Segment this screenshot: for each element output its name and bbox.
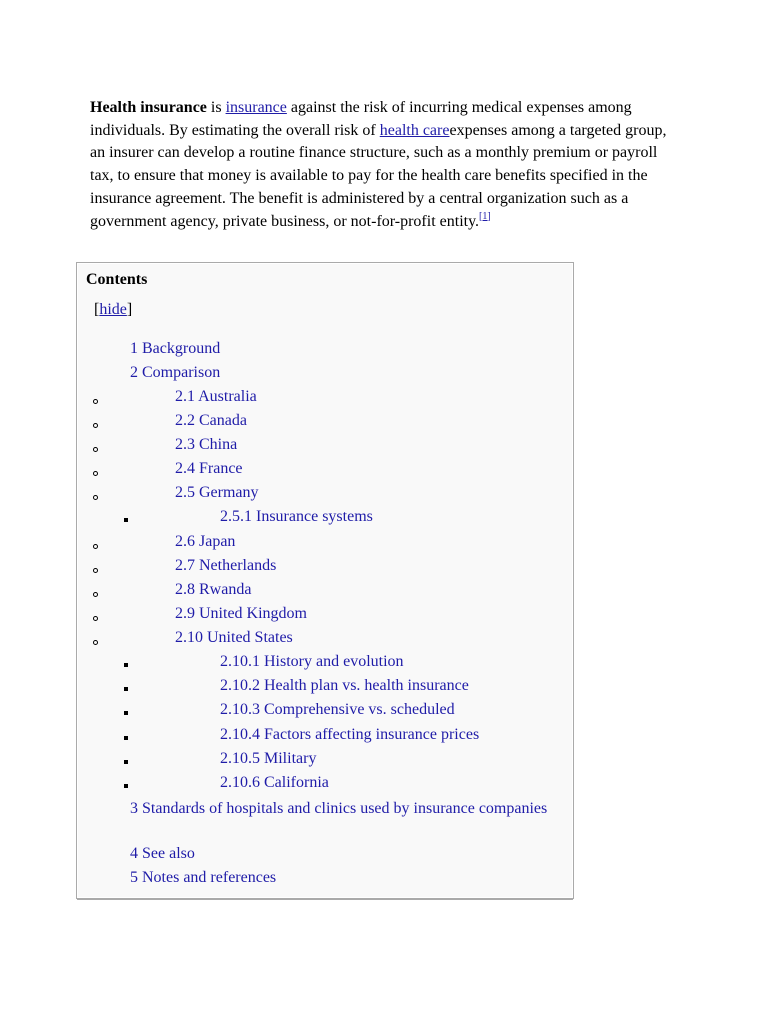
toc-item-canada[interactable]: 2.2 Canada xyxy=(175,412,247,429)
square-bullet-icon xyxy=(124,760,128,764)
intro-paragraph xyxy=(90,97,680,233)
health-care-link[interactable]: health care xyxy=(379,121,450,139)
circle-bullet-icon xyxy=(93,447,98,452)
toc-item-health-plan-vs-insurance[interactable]: 2.10.2 Health plan vs. health insurance xyxy=(220,677,469,694)
circle-bullet-icon xyxy=(93,568,98,573)
circle-bullet-icon xyxy=(93,495,98,500)
circle-bullet-icon xyxy=(93,544,98,549)
reference-1-link[interactable]: [1] xyxy=(479,210,491,222)
toc-item-australia[interactable]: 2.1 Australia xyxy=(175,388,257,405)
toc-item-united-kingdom[interactable]: 2.9 United Kingdom xyxy=(175,605,307,622)
toc-item-netherlands[interactable]: 2.7 Netherlands xyxy=(175,557,277,574)
circle-bullet-icon xyxy=(93,640,98,645)
square-bullet-icon xyxy=(124,711,128,715)
square-bullet-icon xyxy=(124,518,128,522)
square-bullet-icon xyxy=(124,736,128,740)
toc-item-background[interactable]: 1 Background xyxy=(130,340,221,357)
toc-item-japan[interactable]: 2.6 Japan xyxy=(175,533,236,550)
toc-item-united-states[interactable]: 2.10 United States xyxy=(175,629,293,646)
toc-item-see-also[interactable]: 4 See also xyxy=(130,845,195,862)
square-bullet-icon xyxy=(124,663,128,667)
square-bullet-icon xyxy=(124,687,128,691)
toc-item-france[interactable]: 2.4 France xyxy=(175,460,243,477)
circle-bullet-icon xyxy=(93,399,98,404)
table-of-contents xyxy=(76,262,574,899)
toc-item-germany[interactable]: 2.5 Germany xyxy=(175,484,259,501)
toc-hide-toggle xyxy=(94,301,132,319)
toc-item-military[interactable]: 2.10.5 Military xyxy=(220,750,317,767)
intro-text-1: is xyxy=(206,99,226,116)
toc-item-comparison[interactable]: 2 Comparison xyxy=(130,364,221,381)
toc-hide-link[interactable]: hide xyxy=(99,301,127,318)
circle-bullet-icon xyxy=(93,423,98,428)
toc-item-standards-of-hospitals[interactable]: 3 Standards of hospitals and clinics used by insurance companies xyxy=(130,800,548,817)
circle-bullet-icon xyxy=(93,616,98,621)
toc-item-insurance-systems[interactable]: 2.5.1 Insurance systems xyxy=(220,508,373,525)
toc-item-china[interactable]: 2.3 China xyxy=(175,436,238,453)
toc-hide-open-bracket: [ xyxy=(94,301,100,318)
toc-item-factors-affecting-prices[interactable]: 2.10.4 Factors affecting insurance prices xyxy=(220,726,480,743)
reference-1 xyxy=(479,211,491,222)
toc-item-comprehensive-vs-scheduled[interactable]: 2.10.3 Comprehensive vs. scheduled xyxy=(220,701,455,718)
toc-hide-close-bracket: ] xyxy=(126,301,133,318)
article-term: Health insurance xyxy=(90,99,207,116)
square-bullet-icon xyxy=(124,784,128,788)
toc-item-history-and-evolution[interactable]: 2.10.1 History and evolution xyxy=(220,653,404,670)
circle-bullet-icon xyxy=(93,592,98,597)
insurance-link[interactable]: insurance xyxy=(225,99,287,116)
toc-item-rwanda[interactable]: 2.8 Rwanda xyxy=(175,581,252,598)
toc-item-california[interactable]: 2.10.6 California xyxy=(220,774,329,791)
toc-item-notes-and-references[interactable]: 5 Notes and references xyxy=(130,869,277,886)
toc-title: Contents xyxy=(86,271,148,288)
intro-text-3: expenses among a targeted group, an insurer can develop a routine finance structure, such as a monthly premium or payroll tax, to ensure that money is available to pay for the health care benefits specified in the insurance agreement. The benefit is administered by a central organization such as a government agency, private business, or not-for-profit entity. xyxy=(90,121,667,230)
circle-bullet-icon xyxy=(93,471,98,476)
intro-text-2: against the risk of incurring medical expenses among individuals. By estimating the overall risk of xyxy=(90,99,632,139)
